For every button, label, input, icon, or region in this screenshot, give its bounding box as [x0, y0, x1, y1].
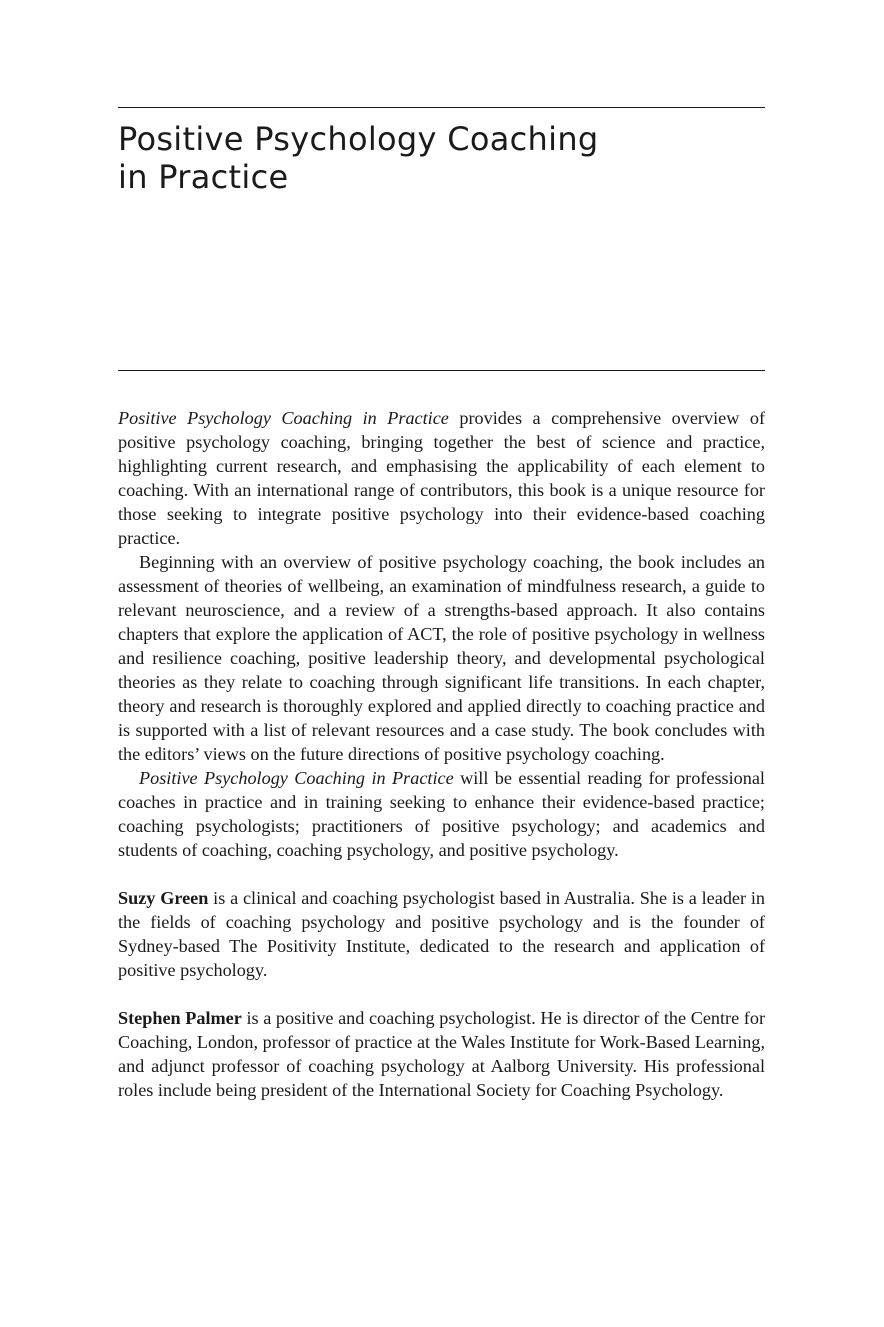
author-bio-suzy-green — [118, 886, 765, 982]
description-paragraph-1 — [118, 406, 765, 550]
section-rule — [118, 370, 765, 371]
description-text: will be essential reading for professional coaches in practice and in training seeking to enhance their evidence-based practice; coaching psychologists; practitioners of positive psychology; and academics and students of coaching, coaching psychology, and positive psychology. — [118, 768, 765, 860]
page-title — [118, 120, 765, 196]
book-title-italic: Positive Psychology Coaching in Practice — [118, 408, 449, 428]
description-paragraph-2: Beginning with an overview of positive psychology coaching, the book includes an assessment of theories of wellbeing, an examination of mindfulness research, a guide to relevant neuroscience, and a review of a strengths-based approach. It also contains chapters that explore the application of ACT, the role of positive psychology in wellness and resilience coaching, positive leadership theory, and developmental psychological theories as they relate to coaching through significant life transitions. In each chapter, theory and research is thoroughly explored and applied directly to coaching practice and is supported with a list of relevant resources and a case study. The book concludes with the editors’ views on the future directions of positive psychology coaching. — [118, 552, 765, 764]
book-description — [118, 406, 765, 1102]
author-name: Suzy Green — [118, 888, 209, 908]
description-text: provides a comprehensive overview of positive psychology coaching, bringing together the best of science and practice, highlighting current research, and emphasising the applicability of each element to coaching. With an international range of contributors, this book is a unique resource for those seeking to integrate positive psychology into their evidence-based coaching practice. — [118, 408, 765, 548]
title-line-2: in Practice — [118, 158, 289, 196]
author-bio-text: is a positive and coaching psychologist. He is director of the Centre for Coaching, London, professor of practice at the Wales Institute for Work-Based Learning, and adjunct professor of coaching psychology at Aalborg University. His professional roles include being president of the International Society for Coaching Psychology. — [118, 1008, 765, 1100]
author-bio-stephen-palmer — [118, 1006, 765, 1102]
title-line-1: Positive Psychology Coaching — [118, 120, 599, 158]
description-paragraph-3 — [118, 766, 765, 862]
top-rule — [118, 107, 765, 108]
book-title-italic: Positive Psychology Coaching in Practice — [139, 768, 454, 788]
author-bio-text: is a clinical and coaching psychologist based in Australia. She is a leader in the fields of coaching psychology and positive psychology and is the founder of Sydney-based The Positivity Institute, dedicated to the research and application of positive psychology. — [118, 888, 766, 980]
author-name: Stephen Palmer — [118, 1008, 242, 1028]
